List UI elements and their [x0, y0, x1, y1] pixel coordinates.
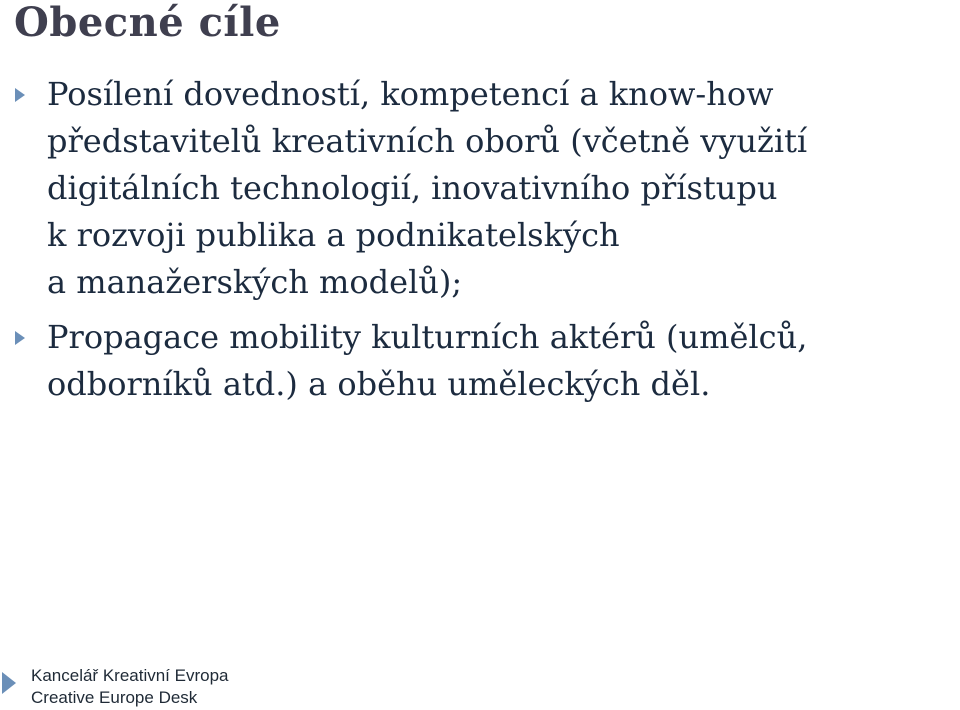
bullet-item-mobility [14, 314, 944, 408]
bullet-line: Posílení dovedností, kompetencí a know-how [47, 75, 774, 113]
triangle-bullet-icon [15, 88, 25, 102]
bullet-line: a manažerských modelů); [47, 263, 463, 301]
footer [0, 662, 960, 710]
bullet-line: odborníků atd.) a oběhu uměleckých děl. [47, 365, 711, 403]
bullet-line: představitelů kreativních oborů (včetně využití [47, 122, 808, 160]
triangle-footer-icon [2, 672, 16, 694]
slide-title: Obecné cíle [14, 0, 281, 46]
bullet-line: k rozvoji publika a podnikatelských [47, 216, 620, 254]
bullet-list [14, 71, 944, 416]
footer-desk-name: Creative Europe Desk [31, 688, 198, 707]
bullet-item-skills [14, 71, 944, 306]
triangle-bullet-icon [15, 331, 25, 345]
bullet-line: digitálních technologií, inovativního přístupu [47, 169, 778, 207]
bullet-line: Propagace mobility kulturních aktérů (umělců, [47, 318, 808, 356]
footer-office-name: Kancelář Kreativní Evropa [31, 666, 229, 685]
